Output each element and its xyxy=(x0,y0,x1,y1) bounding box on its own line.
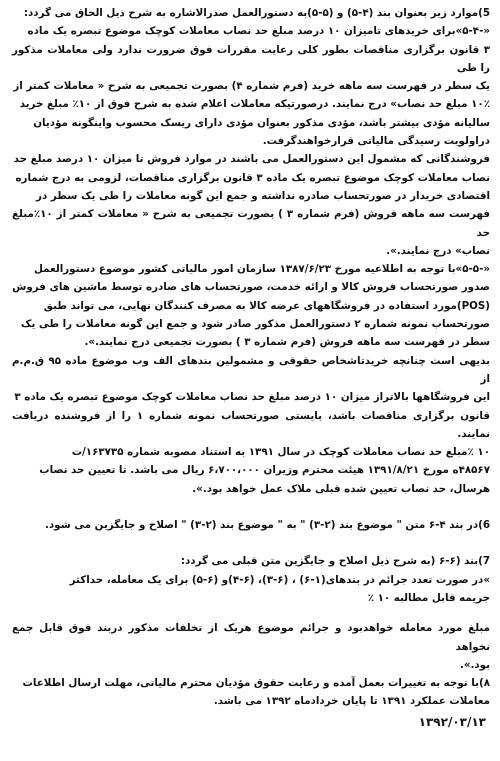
text-line: «-۵-۴»برای خریدهای تامیزان ۱۰ درصد مبلغ حد نصاب معاملات کوچک موضوع تبصره یک ماده xyxy=(27,25,490,38)
text-line: نصاب» درج نمایند.». xyxy=(386,244,490,257)
spacer xyxy=(12,534,490,552)
text-line: این فروشگاهها بالاتراز میزان ۱۰ درصد مبلغ حد نصاب معاملات کوچک موضوع تبصره یک ماده ۳ xyxy=(14,391,490,404)
text-line: ۳ قانون برگزاری مناقصات بطور کلی رعایت مقررات فوق ضرورت ندارد ولی معاملات مذکور را طی xyxy=(12,43,490,74)
text-line: بدیهی است چنانچه خریدتاشخاص حقوقی و مشمولین بندهای الف وب موضوع ماده ۹۵ ق.م.م از xyxy=(12,354,490,385)
text-line: مبلغ مورد معامله خواهدبود و جرائم موضوع هریک از تخلفات مذکور دربند فوق قابل جمع نخواهد xyxy=(12,622,490,653)
text-line: (POS)مورد استفاده در فروشگاههای عرضه کالا به مصرف کنندگان نهایی، می تواند طبق xyxy=(43,299,490,312)
text-line: فهرست سه ماهه فروش (فرم شماره ۳ ) بصورت تجمیعی به شرح « معاملات کمتر از ۱۰٪مبلغ حد xyxy=(12,208,490,239)
text-line: معاملات عملکرد ۱۳۹۱ تا پایان خردادماه ۱۳۹۲ می باشد. xyxy=(213,695,490,708)
item-5-4-sellers xyxy=(12,150,490,260)
text-line: سطر در فهرست سه ماهه فروش (فرم شماره ۳ ) بصورت تجمیعی درج نمایند.». xyxy=(84,336,490,349)
text-line: «-۵-۵»با توجه به اطلاعیه مورخ ۱۳۸۷/۶/۲۳ سازمان امور مالیاتی کشور موضوع دستورالعمل xyxy=(33,263,490,276)
text-line: فروشندگانی که مشمول این دستورالعمل می باشند در موارد فروش تا میزان ۱۰ درصد مبلغ حد xyxy=(13,153,490,166)
text-line: صورتحساب نمونه شماره ۲ دستورالعمل مذکور صادر شود و جمع این گونه معاملات را طی یک xyxy=(20,318,490,331)
spacer xyxy=(12,498,490,516)
item-5-4 xyxy=(12,22,490,150)
item-5-5 xyxy=(12,260,490,351)
section-8 xyxy=(12,674,490,711)
text-line: ۱۰ ٪مبلغ حد نصاب معاملات کوچک در سال ۱۳۹۱ به استناد مصوبه شماره ۱۶۳۷۳۵/ت xyxy=(71,446,490,459)
text-line: صدور صورتحساب فروش کالا و ارائه خدمت، صورتحساب های صادره توسط ماشین های فروش xyxy=(12,281,490,294)
text-line: »در صورت تعدد جرائم در بندهای(۱-۶) ، (۶-۳)، (۶-۴)و (۶-۵) برای یک معامله، حداکثر xyxy=(69,573,490,586)
text-line: سالیانه مؤدی بیشتر باشد، مؤدی مذکور بعنوان مؤدی دارای ریسک محسوب واینگونه مؤدیان xyxy=(33,116,490,129)
text-line: 5)موارد زیر بعنوان بند (۴-۵) و (۵-۵)به دستورالعمل صدرالاشاره به شرح ذیل الحاق می گردد: xyxy=(23,7,490,19)
text-line: جریمه قابل مطالبه ۱۰ ٪ xyxy=(367,591,490,604)
document-date: ۱۳۹۲/۰۳/۱۳ xyxy=(418,714,486,729)
text-line: دراولویت رسیدگی مالیاتی قرارخواهندگرفت. xyxy=(262,135,490,148)
text-line: 7)بند (۶-۶ (به شرح ذیل اصلاح و جایگزین متن قبلی می گردد: xyxy=(180,555,490,568)
text-line: بود.». xyxy=(459,658,490,671)
item-5-5-note xyxy=(12,352,490,498)
text-line: 6)در بند ۴-۶ متن " موضوع بند (۲-۳) " به " موضوع بند (۲-۳) " اصلاح و جایگزین می شود. xyxy=(44,519,490,532)
text-line: ۱۰٪ مبلغ حد نصاب» درج نمایند. درصورتیکه معاملات اعلام شده به شرح فوق از ۱۰٪ مبلغ خرید xyxy=(19,98,490,111)
section-5-intro xyxy=(12,4,490,22)
section-7-intro xyxy=(12,552,490,570)
section-7-text xyxy=(12,571,490,608)
text-line: یک سطر در فهرست سه ماهه خرید (فرم شماره ۴) بصورت تجمیعی به شرح « معاملات کمتر از xyxy=(13,80,490,93)
text-line: ۸)با توجه به تغییرات بعمل آمده و رعایت حقوق مؤدیان محترم مالیاتی، مهلت ارسال اطلاعات xyxy=(22,677,490,690)
text-line: اقتصادی خریدار در صورتحساب صادره نداشته و جمع این گونه معاملات را طی یک سطر در xyxy=(36,189,490,202)
text-line: ۴۸۵۶۷ه مورخ ۱۳۹۱/۸/۲۱ هیئت محترم وزیران ۶،۷۰۰،۰۰۰ ریال می باشد. تا تعیین حد نصاب xyxy=(39,464,490,477)
section-6 xyxy=(12,516,490,534)
text-line: قانون برگزاری مناقصات باشد، بایستی صورتحساب نمونه شماره ۱ را از فروشنده دریافت نمایند. xyxy=(12,409,490,440)
text-line: نصاب معاملات کوچک موضوع تبصره یک ماده ۳ قانون برگزاری مناقصات، لزومی به درج شماره xyxy=(15,171,490,184)
section-7-continuation xyxy=(12,619,490,674)
spacer xyxy=(12,607,490,619)
text-line: هرسال، حد نصاب تعیین شده قبلی ملاک عمل خواهد بود.». xyxy=(192,482,490,495)
